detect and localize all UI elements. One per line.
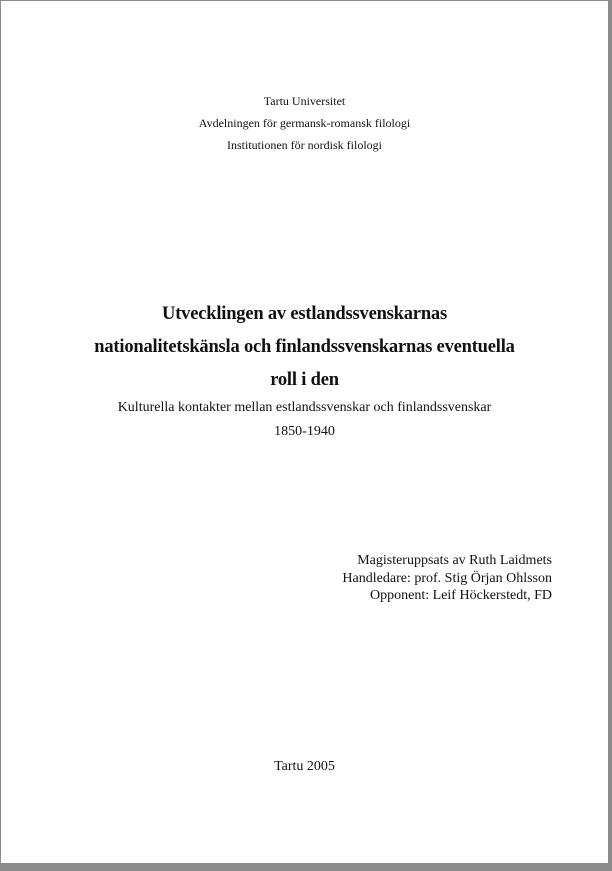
institution-name: Institutionen för nordisk filologi [227,138,382,152]
thesis-supervisor: Handledare: prof. Stig Örjan Ohlsson [342,570,552,586]
thesis-author: Magisteruppsats av Ruth Laidmets [357,553,552,568]
title-line-3: roll i den [270,370,339,390]
document-page [1,1,608,863]
university-name: Tartu Universitet [263,94,346,108]
subtitle-line-1: Kulturella kontakter mellan estlandssvenskar och finlandssvenskar [117,400,492,415]
department-name: Avdelningen för germansk-romansk filologi [198,116,411,130]
subtitle-line-2: 1850-1940 [274,424,335,439]
thesis-opponent: Opponent: Leif Höckerstedt, FD [370,588,552,603]
thesis-credits [342,552,552,605]
thesis-subtitle [1,396,608,444]
place-and-year: Tartu 2005 [274,759,335,774]
thesis-title [1,298,608,397]
title-line-1: Utvecklingen av estlandssvenskarnas [162,304,447,324]
title-line-2: nationalitetskänsla och finlandssvenskarnas eventuella [94,337,515,357]
university-header [1,90,608,156]
